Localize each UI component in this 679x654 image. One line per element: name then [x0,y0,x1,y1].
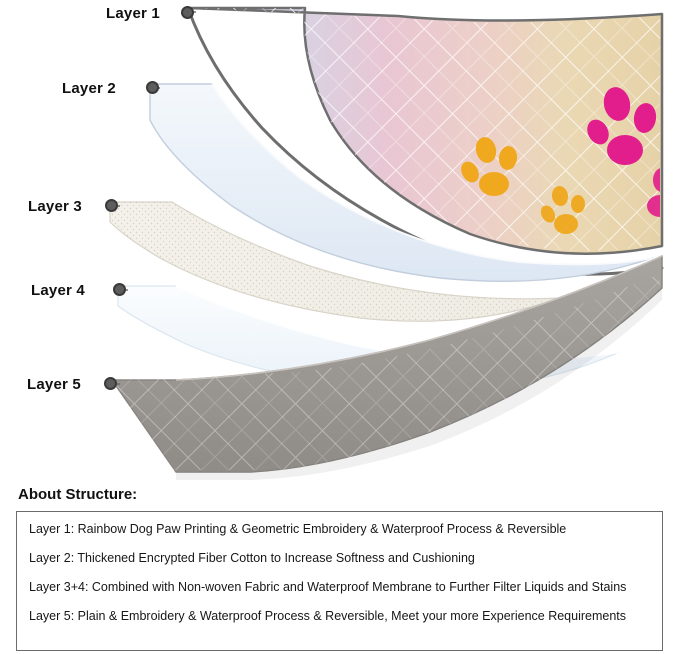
about-structure-title: About Structure: [18,486,138,503]
about-line-layer-5: Layer 5: Plain & Embroidery & Waterproof Process & Reversible, Meet your more Experience Requirements [29,609,627,623]
layer-1-label: Layer 1 [106,5,160,22]
about-line-layer-2: Layer 2: Thickened Encrypted Fiber Cotton to Increase Softness and Cushioning [29,551,475,565]
about-structure-block [16,486,663,651]
layer-3-label: Layer 3 [28,198,82,215]
layer-4-dot [113,283,126,296]
layer-4-label: Layer 4 [31,282,85,299]
layer-3-dot [105,199,118,212]
about-line-layer-3-4: Layer 3+4: Combined with Non-woven Fabric and Waterproof Membrane to Further Filter Liquids and Stains [29,580,627,594]
layer-5-dot [104,377,117,390]
about-structure-box [16,511,663,651]
layer-2-dot [146,81,159,94]
about-line-layer-1: Layer 1: Rainbow Dog Paw Printing & Geometric Embroidery & Waterproof Process & Reversible [29,522,567,536]
layer-1-dot [181,6,194,19]
layer-2-label: Layer 2 [62,80,116,97]
layer-5-label: Layer 5 [27,376,81,393]
